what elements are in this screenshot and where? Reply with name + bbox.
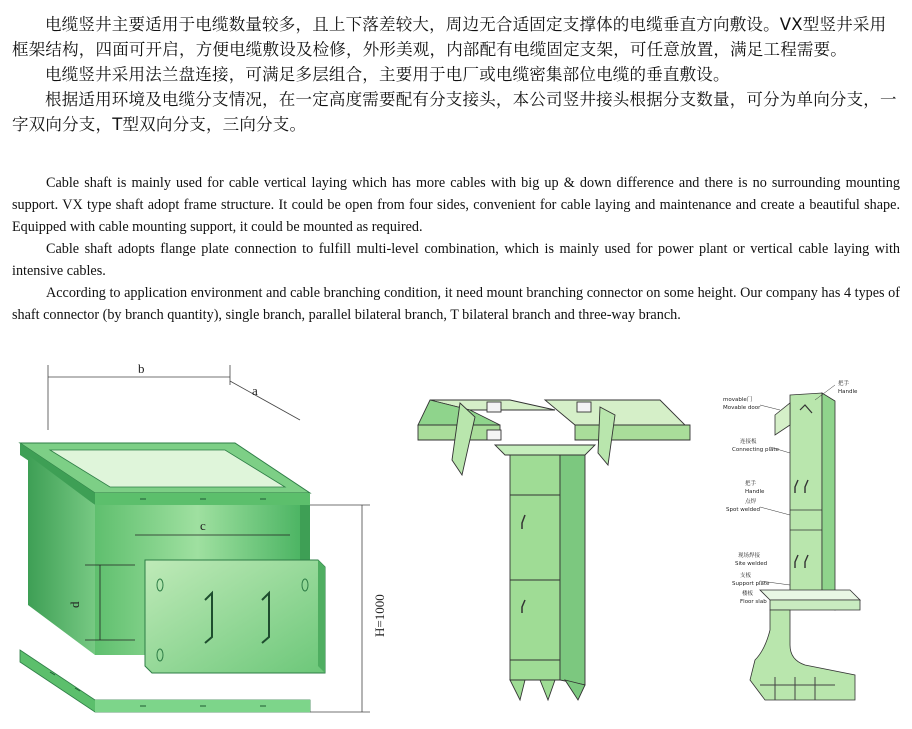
installation-figure [723, 379, 860, 700]
spot-en-label: Spot welded [726, 507, 761, 513]
en-paragraph-2: Cable shaft adopts flange plate connection to fulfill multi-level combination, which is mainly used for power plant or vertical cable laying with intensive cables. [12, 241, 900, 279]
connecting-cn-label: 连接板 [740, 439, 757, 445]
dim-c-label: c [200, 518, 206, 533]
door-cn-label: movable门 [723, 397, 753, 403]
product-illustrations [0, 355, 912, 727]
dim-d-label: d [67, 601, 82, 608]
handle2-cn-label: 把手 [745, 481, 757, 487]
chinese-description [12, 12, 900, 137]
cn-paragraph-1: 电缆竖井主要适用于电缆数量较多，且上下落差较大，周边无合适固定支撑体的电缆垂直方向敷设。VX型竖井采用框架结构，四面可开启，方便电缆敷设及检修，外形美观，内部配有电缆固定支架，可任意放置，满足工程需要。 [12, 15, 887, 59]
shaft-box-figure [20, 361, 387, 712]
en-paragraph-1: Cable shaft is mainly used for cable vertical laying which has more cables with big up & down difference and there is no surrounding mounting support. VX type shaft adopt frame structure. It could be open from four sides, convenient for cable laying and maintenance and create a beautiful shape. Equipped with cable mounting support, it could be mounted as required. [12, 175, 900, 235]
floor-cn-label: 楼板 [742, 591, 754, 597]
site-cn-label: 现场焊接 [738, 553, 761, 559]
handle2-en-label: Handle [745, 489, 765, 495]
door-en-label: Movable door [723, 405, 761, 411]
spot-cn-label: 点焊 [745, 499, 757, 505]
dim-h-label: H=1000 [372, 594, 387, 637]
english-description [12, 172, 900, 326]
t-branch-figure [418, 400, 690, 700]
cn-paragraph-3: 根据适用环境及电缆分支情况，在一定高度需要配有分支接头，本公司竖井接头根据分支数量，可分为单向分支，一字双向分支，T型双向分支，三向分支。 [12, 90, 897, 134]
cn-paragraph-2: 电缆竖井采用法兰盘连接，可满足多层组合，主要用于电厂或电缆密集部位电缆的垂直敷设。 [45, 65, 730, 84]
site-en-label: Site welded [735, 561, 768, 567]
floor-en-label: Floor slab [740, 599, 767, 605]
handle-cn-label: 把手 [838, 381, 850, 387]
support-cn-label: 支板 [740, 573, 752, 579]
dim-a-label: a [252, 383, 258, 398]
dim-b-label: b [138, 361, 145, 376]
support-en-label: Support plate [732, 581, 770, 587]
handle-en-label: Handle [838, 389, 858, 395]
en-paragraph-3: According to application environment and cable branching condition, it need mount branching connector on some height. Our company has 4 types of shaft connector (by branch quantity), single branch, parallel bilateral branch, T bilateral branch and three-way branch. [12, 285, 900, 323]
connecting-en-label: Connecting plate [732, 447, 779, 453]
